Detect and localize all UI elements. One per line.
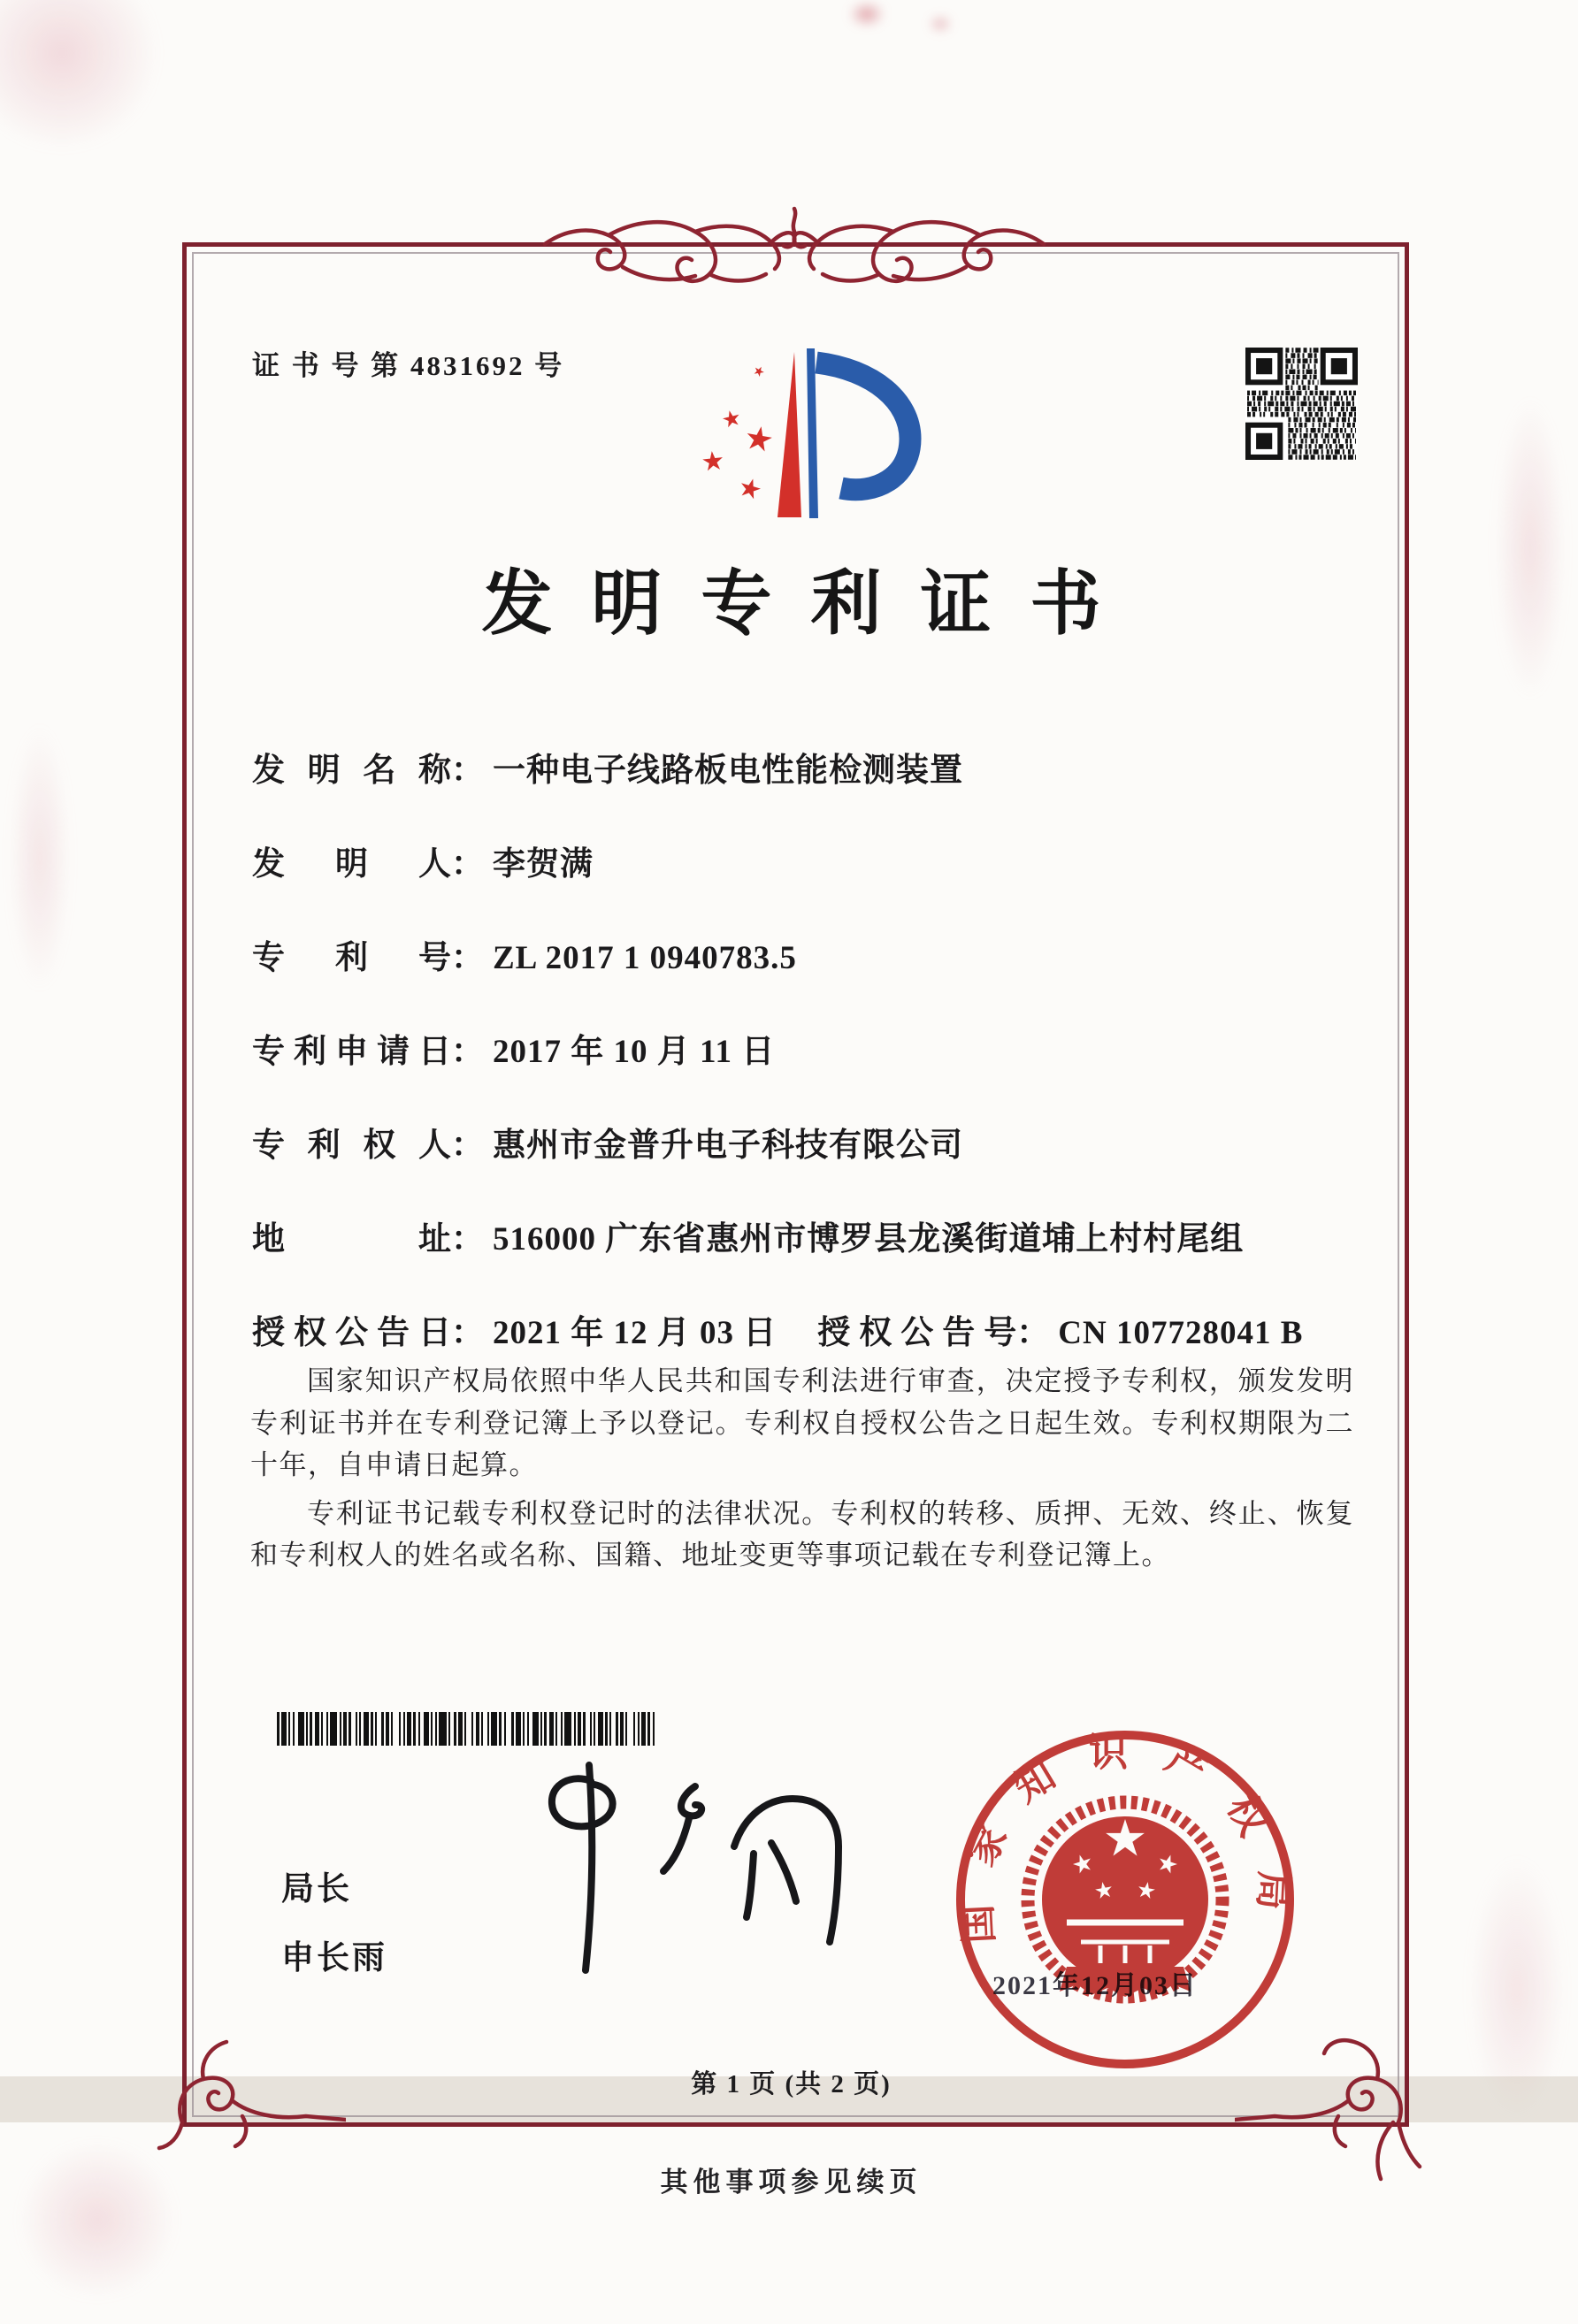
scan-smudge — [1495, 398, 1566, 699]
field-value: 李贺满 — [493, 846, 594, 883]
certificate-number: 证 书 号 第 4831692 号 — [252, 350, 565, 381]
legal-paragraph-1: 国家知识产权局依照中华人民共和国专利法进行审查，决定授予专利权，颁发发明专利证书并在专利登记簿上予以登记。专利权自授权公告之日起生效。专利权期限为二十年，自申请日起算。 — [250, 1365, 1354, 1480]
field-row-patentee: 专利权人： 惠州市金普升电子科技有限公司 — [252, 1118, 1375, 1166]
seal-arc-text: 国家知识产权局 — [954, 1731, 1296, 1945]
scan-smudge — [849, 2, 885, 27]
legal-paragraph-2: 专利证书记载专利权登记时的法律状况。专利权的转移、质押、无效、终止、恢复和专利权人的姓名或名称、国籍、地址变更等事项记载在专利登记簿上。 — [250, 1497, 1354, 1571]
field-label: 发明人 — [252, 846, 451, 883]
director-title: 局长 — [281, 1871, 352, 1907]
field-row-invention-name: 发明名称： 一种电子线路板电性能检测装置 — [252, 743, 1375, 791]
field-value: ZL 2017 1 0940783.5 — [493, 940, 797, 976]
field-row-address: 地址： 516000 广东省惠州市博罗县龙溪街道埔上村村尾组 — [252, 1212, 1375, 1259]
field-row-grant: 授权公告日： 2021 年 12 月 03 日 授权公告号： CN 107728041 B — [252, 1305, 1375, 1353]
scan-smudge — [1468, 1857, 1566, 2122]
page-number: 第 1 页 (共 2 页) — [691, 2070, 892, 2098]
field-row-inventor: 发明人： 李贺满 — [252, 837, 1375, 884]
logo-red-wedge — [778, 352, 801, 517]
field-value: 2017 年 10 月 11 日 — [493, 1034, 776, 1070]
cnipa-logo-icon — [683, 334, 948, 550]
field-label: 专利号 — [252, 940, 451, 976]
grant-date-overlay: 2021年12月03日 — [992, 1971, 1198, 2000]
top-flourish-ornament-icon — [538, 203, 1051, 288]
scan-smudge — [18, 2140, 177, 2299]
scan-smudge — [9, 725, 71, 990]
signature-script-icon — [460, 1762, 867, 1987]
field-value: 2021 年 12 月 03 日 — [493, 1315, 778, 1351]
field-value: CN 107728041 B — [1058, 1315, 1304, 1351]
field-value: 一种电子线路板电性能检测装置 — [493, 753, 963, 789]
scan-smudge — [0, 0, 159, 150]
field-label: 授权公告号 — [817, 1315, 1017, 1351]
scan-smudge — [929, 16, 952, 32]
director-block — [281, 1855, 387, 1993]
certificate-title: 发明专利证书 — [481, 566, 1140, 644]
qr-code-icon — [1245, 348, 1358, 460]
legal-text-block — [250, 1360, 1354, 1583]
field-label: 地址 — [252, 1221, 451, 1258]
field-value: 惠州市金普升电子科技有限公司 — [493, 1128, 963, 1164]
field-label: 发明名称 — [252, 753, 451, 789]
field-label: 专利权人 — [252, 1128, 451, 1164]
field-label: 专利申请日 — [252, 1034, 451, 1070]
official-seal-icon — [948, 1723, 1302, 2076]
field-label: 授权公告日 — [252, 1315, 451, 1351]
field-row-patent-number: 专利号： ZL 2017 1 0940783.5 — [252, 930, 1375, 978]
barcode-icon — [277, 1712, 655, 1746]
field-row-filing-date: 专利申请日： 2017 年 10 月 11 日 — [252, 1024, 1375, 1072]
director-name: 申长雨 — [281, 1940, 387, 1976]
field-value: 516000 广东省惠州市博罗县龙溪街道埔上村村尾组 — [493, 1221, 1245, 1258]
continuation-note: 其他事项参见续页 — [660, 2167, 923, 2198]
